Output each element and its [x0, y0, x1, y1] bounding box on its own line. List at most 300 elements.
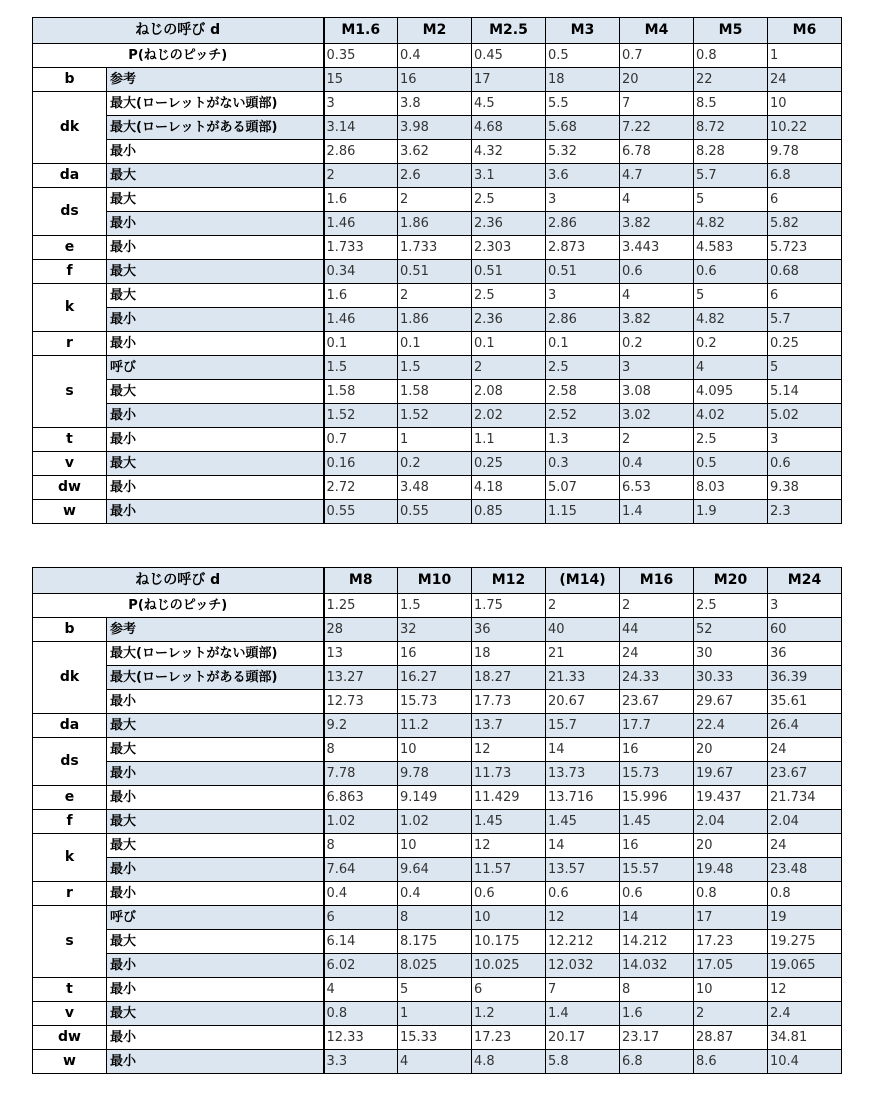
- dimension-symbol: da: [33, 714, 107, 738]
- dimension-value: 1.02: [324, 810, 398, 834]
- dimension-value: 0.6: [768, 452, 842, 476]
- dimension-symbol: s: [33, 906, 107, 978]
- dimension-value: 1.52: [324, 404, 398, 428]
- pitch-value: 2: [620, 594, 694, 618]
- dimension-value: 18.27: [472, 666, 546, 690]
- table-row: [33, 284, 842, 308]
- dimension-value: 0.6: [546, 882, 620, 906]
- dimension-value: 5.8: [546, 1050, 620, 1074]
- dimension-value: 9.78: [398, 762, 472, 786]
- dimension-value: 2.08: [472, 380, 546, 404]
- dimension-value: 10: [472, 906, 546, 930]
- dimension-value: 20: [694, 834, 768, 858]
- dimension-label: 最小: [107, 500, 324, 524]
- size-header: M10: [398, 568, 472, 594]
- dimension-value: 1.9: [694, 500, 768, 524]
- dimension-value: 13.57: [546, 858, 620, 882]
- dimension-value: 2: [694, 1002, 768, 1026]
- table-row: [33, 188, 842, 212]
- dimension-symbol: b: [33, 68, 107, 92]
- dimension-value: 24: [768, 68, 842, 92]
- dimension-symbol: k: [33, 834, 107, 882]
- dimension-value: 1.52: [398, 404, 472, 428]
- dimension-value: 0.4: [398, 882, 472, 906]
- dimension-value: 6: [768, 188, 842, 212]
- pitch-value: 1.5: [398, 594, 472, 618]
- dimension-value: 2.5: [546, 356, 620, 380]
- dimension-value: 19.437: [694, 786, 768, 810]
- dimension-value: 13.27: [324, 666, 398, 690]
- dimension-value: 15.57: [620, 858, 694, 882]
- dimension-value: 9.2: [324, 714, 398, 738]
- dimension-value: 0.6: [620, 882, 694, 906]
- dimension-value: 1.45: [472, 810, 546, 834]
- dimension-label: 最小: [107, 978, 324, 1002]
- dimension-value: 15.996: [620, 786, 694, 810]
- dimension-value: 2.5: [472, 188, 546, 212]
- dimension-value: 14.212: [620, 930, 694, 954]
- dimension-value: 16: [398, 642, 472, 666]
- dimension-value: 1.3: [546, 428, 620, 452]
- dimension-value: 23.67: [620, 690, 694, 714]
- dimension-value: 24: [768, 834, 842, 858]
- dimension-value: 2: [324, 164, 398, 188]
- dimension-value: 7.22: [620, 116, 694, 140]
- dimension-value: 8.03: [694, 476, 768, 500]
- dimension-value: 7.64: [324, 858, 398, 882]
- dimension-value: 5.5: [546, 92, 620, 116]
- dimension-value: 9.64: [398, 858, 472, 882]
- table-row: [33, 906, 842, 930]
- table-row: [33, 858, 842, 882]
- pitch-value: 0.8: [694, 44, 768, 68]
- table-row: [33, 1026, 842, 1050]
- dimension-value: 7.78: [324, 762, 398, 786]
- dimension-value: 5.723: [768, 236, 842, 260]
- size-header: M5: [694, 18, 768, 44]
- dimension-symbol: b: [33, 618, 107, 642]
- dimension-value: 19.275: [768, 930, 842, 954]
- dimension-label: 最大: [107, 810, 324, 834]
- size-header: (M14): [546, 568, 620, 594]
- dimension-value: 18: [472, 642, 546, 666]
- dimension-value: 15.33: [398, 1026, 472, 1050]
- dimension-value: 0.6: [620, 260, 694, 284]
- dimension-value: 12: [472, 738, 546, 762]
- dimension-value: 8.6: [694, 1050, 768, 1074]
- size-header: M3: [546, 18, 620, 44]
- dimension-value: 36: [768, 642, 842, 666]
- dimension-symbol: r: [33, 332, 107, 356]
- dimension-value: 8: [324, 738, 398, 762]
- dimension-value: 13: [324, 642, 398, 666]
- dimension-value: 16.27: [398, 666, 472, 690]
- dimension-value: 0.6: [694, 260, 768, 284]
- size-header: M24: [768, 568, 842, 594]
- dimension-value: 24: [620, 642, 694, 666]
- dimension-value: 0.51: [398, 260, 472, 284]
- dimension-value: 30: [694, 642, 768, 666]
- dimension-value: 6.8: [768, 164, 842, 188]
- dimension-value: 8: [620, 978, 694, 1002]
- dimension-symbol: s: [33, 356, 107, 428]
- dimension-value: 12.212: [546, 930, 620, 954]
- table-row: [33, 618, 842, 642]
- dimension-value: 1.5: [324, 356, 398, 380]
- dimension-symbol: w: [33, 500, 107, 524]
- dimension-value: 6: [472, 978, 546, 1002]
- dimension-symbol: t: [33, 428, 107, 452]
- dimension-value: 2: [620, 428, 694, 452]
- dimension-label: 最大: [107, 714, 324, 738]
- dimension-value: 17: [694, 906, 768, 930]
- dimension-symbol: r: [33, 882, 107, 906]
- dimension-value: 10: [398, 738, 472, 762]
- dimension-label: 最小: [107, 236, 324, 260]
- dimension-symbol: ds: [33, 738, 107, 786]
- dimension-value: 6.53: [620, 476, 694, 500]
- dimension-value: 1.58: [324, 380, 398, 404]
- dimension-value: 22.4: [694, 714, 768, 738]
- dimension-value: 8.175: [398, 930, 472, 954]
- dimension-value: 21.734: [768, 786, 842, 810]
- dimension-value: 17.23: [694, 930, 768, 954]
- dimension-label: 最大: [107, 284, 324, 308]
- table-row: [33, 356, 842, 380]
- dimension-label: 最小: [107, 332, 324, 356]
- dimension-value: 13.73: [546, 762, 620, 786]
- dimension-value: 14.032: [620, 954, 694, 978]
- dimension-value: 6.863: [324, 786, 398, 810]
- header-row: [33, 568, 842, 594]
- dimension-value: 21.33: [546, 666, 620, 690]
- dimension-value: 9.78: [768, 140, 842, 164]
- dimension-value: 5: [768, 356, 842, 380]
- dimension-value: 2.873: [546, 236, 620, 260]
- dimension-value: 0.16: [324, 452, 398, 476]
- table-row: [33, 332, 842, 356]
- dimension-value: 3.02: [620, 404, 694, 428]
- dimension-label: 最大: [107, 834, 324, 858]
- dimension-value: 3.3: [324, 1050, 398, 1074]
- dimension-value: 0.4: [620, 452, 694, 476]
- table-row: [33, 714, 842, 738]
- table-row: [33, 810, 842, 834]
- dimension-value: 5.32: [546, 140, 620, 164]
- dimension-value: 6.8: [620, 1050, 694, 1074]
- dimension-label: 最小: [107, 690, 324, 714]
- dimension-value: 0.1: [398, 332, 472, 356]
- pitch-value: 0.35: [324, 44, 398, 68]
- dimension-symbol: f: [33, 260, 107, 284]
- dimension-value: 28: [324, 618, 398, 642]
- dimension-value: 4.583: [694, 236, 768, 260]
- dimension-value: 15.73: [620, 762, 694, 786]
- header-label: ねじの呼び d: [33, 568, 324, 594]
- dimension-symbol: e: [33, 786, 107, 810]
- dimension-value: 1.4: [620, 500, 694, 524]
- dimension-value: 2.02: [472, 404, 546, 428]
- dimension-value: 3: [324, 92, 398, 116]
- dimension-value: 4.82: [694, 308, 768, 332]
- dimension-label: 最小: [107, 762, 324, 786]
- table-row: [33, 164, 842, 188]
- dimension-value: 20: [620, 68, 694, 92]
- dimension-value: 2.6: [398, 164, 472, 188]
- screw-dimensions-table-1: [32, 17, 842, 524]
- dimension-value: 11.57: [472, 858, 546, 882]
- dimension-value: 36: [472, 618, 546, 642]
- dimension-label: 最小: [107, 212, 324, 236]
- dimension-label: 参考: [107, 618, 324, 642]
- dimension-value: 2.04: [768, 810, 842, 834]
- dimension-value: 14: [546, 738, 620, 762]
- dimension-value: 1.58: [398, 380, 472, 404]
- dimension-value: 17.05: [694, 954, 768, 978]
- dimension-value: 5.02: [768, 404, 842, 428]
- table-row: [33, 452, 842, 476]
- dimension-value: 12: [472, 834, 546, 858]
- dimension-value: 15: [324, 68, 398, 92]
- dimension-value: 0.85: [472, 500, 546, 524]
- dimension-value: 19.48: [694, 858, 768, 882]
- dimension-label: 呼び: [107, 906, 324, 930]
- header-row: [33, 18, 842, 44]
- dimension-value: 2.36: [472, 308, 546, 332]
- dimension-value: 3.08: [620, 380, 694, 404]
- dimension-value: 2.5: [472, 284, 546, 308]
- dimension-label: 最小: [107, 882, 324, 906]
- dimension-value: 4.8: [472, 1050, 546, 1074]
- dimension-value: 0.2: [398, 452, 472, 476]
- pitch-value: 2.5: [694, 594, 768, 618]
- table-row: [33, 690, 842, 714]
- dimension-value: 5.14: [768, 380, 842, 404]
- table-row: [33, 68, 842, 92]
- dimension-value: 0.25: [472, 452, 546, 476]
- dimension-value: 1: [398, 428, 472, 452]
- dimension-value: 30.33: [694, 666, 768, 690]
- size-header: M4: [620, 18, 694, 44]
- dimension-value: 9.38: [768, 476, 842, 500]
- dimension-label: 最小: [107, 954, 324, 978]
- dimension-value: 16: [620, 738, 694, 762]
- table-row: [33, 954, 842, 978]
- dimension-value: 24.33: [620, 666, 694, 690]
- dimension-value: 32: [398, 618, 472, 642]
- table-row: [33, 666, 842, 690]
- dimension-value: 6: [768, 284, 842, 308]
- dimension-value: 4: [620, 284, 694, 308]
- dimension-value: 1.733: [398, 236, 472, 260]
- dimension-value: 3.443: [620, 236, 694, 260]
- pitch-row: [33, 44, 842, 68]
- dimension-value: 5.82: [768, 212, 842, 236]
- dimension-label: 最小: [107, 308, 324, 332]
- table-row: [33, 882, 842, 906]
- table-row: [33, 308, 842, 332]
- dimension-symbol: dk: [33, 642, 107, 714]
- size-header: M2.5: [472, 18, 546, 44]
- dimension-value: 2: [398, 284, 472, 308]
- size-header: M8: [324, 568, 398, 594]
- dimension-value: 10.22: [768, 116, 842, 140]
- dimension-value: 0.8: [768, 882, 842, 906]
- dimension-value: 16: [398, 68, 472, 92]
- dimension-value: 17.73: [472, 690, 546, 714]
- dimension-value: 24: [768, 738, 842, 762]
- dimension-symbol: t: [33, 978, 107, 1002]
- dimension-value: 6.14: [324, 930, 398, 954]
- dimension-value: 0.2: [694, 332, 768, 356]
- dimension-value: 19: [768, 906, 842, 930]
- dimension-value: 1.46: [324, 308, 398, 332]
- dimension-value: 2.303: [472, 236, 546, 260]
- dimension-value: 2.36: [472, 212, 546, 236]
- dimension-value: 52: [694, 618, 768, 642]
- dimension-value: 0.1: [546, 332, 620, 356]
- dimension-value: 0.2: [620, 332, 694, 356]
- dimension-value: 6: [324, 906, 398, 930]
- dimension-value: 21: [546, 642, 620, 666]
- dimension-value: 3: [546, 188, 620, 212]
- dimension-value: 8.5: [694, 92, 768, 116]
- size-header: M6: [768, 18, 842, 44]
- dimension-label: 最小: [107, 786, 324, 810]
- table-row: [33, 500, 842, 524]
- dimension-value: 2.72: [324, 476, 398, 500]
- table-row: [33, 476, 842, 500]
- dimension-value: 23.48: [768, 858, 842, 882]
- dimension-symbol: ds: [33, 188, 107, 236]
- dimension-value: 3: [546, 284, 620, 308]
- dimension-value: 0.55: [398, 500, 472, 524]
- dimension-label: 最小: [107, 428, 324, 452]
- dimension-value: 5: [694, 284, 768, 308]
- dimension-value: 5: [694, 188, 768, 212]
- dimension-value: 8: [324, 834, 398, 858]
- dimension-value: 4: [620, 188, 694, 212]
- dimension-label: 最大(ローレットがある頭部): [107, 666, 324, 690]
- table-row: [33, 738, 842, 762]
- dimension-label: 最大: [107, 738, 324, 762]
- dimension-label: 最小: [107, 476, 324, 500]
- screw-dimensions-table-2: [32, 567, 842, 1074]
- table-row: [33, 260, 842, 284]
- dimension-value: 10: [398, 834, 472, 858]
- dimension-value: 0.25: [768, 332, 842, 356]
- dimension-value: 4.68: [472, 116, 546, 140]
- size-header: M20: [694, 568, 768, 594]
- table-row: [33, 428, 842, 452]
- dimension-value: 0.51: [546, 260, 620, 284]
- dimension-symbol: dw: [33, 476, 107, 500]
- dimension-value: 1.6: [324, 188, 398, 212]
- dimension-symbol: e: [33, 236, 107, 260]
- dimension-value: 8.28: [694, 140, 768, 164]
- dimension-value: 4: [324, 978, 398, 1002]
- dimension-value: 11.73: [472, 762, 546, 786]
- dimension-value: 2: [398, 188, 472, 212]
- pitch-value: 1: [768, 44, 842, 68]
- dimension-value: 5.07: [546, 476, 620, 500]
- dimension-value: 0.51: [472, 260, 546, 284]
- dimension-value: 1.02: [398, 810, 472, 834]
- dimension-value: 15.7: [546, 714, 620, 738]
- dimension-value: 17.7: [620, 714, 694, 738]
- dimension-symbol: da: [33, 164, 107, 188]
- dimension-symbol: v: [33, 1002, 107, 1026]
- dimension-value: 4.02: [694, 404, 768, 428]
- header-label: ねじの呼び d: [33, 18, 324, 44]
- dimension-label: 最大: [107, 930, 324, 954]
- dimension-value: 7: [546, 978, 620, 1002]
- dimension-value: 12.032: [546, 954, 620, 978]
- pitch-row: [33, 594, 842, 618]
- dimension-value: 11.2: [398, 714, 472, 738]
- dimension-value: 10.175: [472, 930, 546, 954]
- dimension-label: 最大(ローレットがある頭部): [107, 116, 324, 140]
- pitch-label: P(ねじのピッチ): [33, 594, 324, 618]
- dimension-value: 4: [694, 356, 768, 380]
- dimension-value: 0.68: [768, 260, 842, 284]
- size-header: M12: [472, 568, 546, 594]
- dimension-symbol: f: [33, 810, 107, 834]
- pitch-value: 0.45: [472, 44, 546, 68]
- dimension-label: 最小: [107, 140, 324, 164]
- dimension-value: 13.7: [472, 714, 546, 738]
- dimension-value: 2.5: [694, 428, 768, 452]
- table-row: [33, 1050, 842, 1074]
- dimension-symbol: k: [33, 284, 107, 332]
- dimension-value: 1.86: [398, 212, 472, 236]
- dimension-value: 20: [694, 738, 768, 762]
- table-row: [33, 1002, 842, 1026]
- dimension-value: 1.4: [546, 1002, 620, 1026]
- dimension-value: 20.17: [546, 1026, 620, 1050]
- dimension-value: 0.4: [324, 882, 398, 906]
- table-row: [33, 834, 842, 858]
- table-row: [33, 116, 842, 140]
- dimension-value: 1.6: [620, 1002, 694, 1026]
- table-row: [33, 140, 842, 164]
- dimension-value: 6.78: [620, 140, 694, 164]
- dimension-symbol: v: [33, 452, 107, 476]
- dimension-label: 最大(ローレットがない頭部): [107, 92, 324, 116]
- dimension-value: 28.87: [694, 1026, 768, 1050]
- dimension-value: 23.67: [768, 762, 842, 786]
- dimension-label: 最大: [107, 1002, 324, 1026]
- dimension-value: 4.7: [620, 164, 694, 188]
- dimension-symbol: dw: [33, 1026, 107, 1050]
- table-row: [33, 92, 842, 116]
- dimension-value: 10: [694, 978, 768, 1002]
- pitch-label: P(ねじのピッチ): [33, 44, 324, 68]
- pitch-value: 1.75: [472, 594, 546, 618]
- dimension-value: 1.1: [472, 428, 546, 452]
- dimension-value: 12: [768, 978, 842, 1002]
- dimension-value: 40: [546, 618, 620, 642]
- table-row: [33, 762, 842, 786]
- dimension-value: 1.45: [546, 810, 620, 834]
- pitch-value: 0.4: [398, 44, 472, 68]
- table-row: [33, 642, 842, 666]
- dimension-value: 3.98: [398, 116, 472, 140]
- pitch-value: 0.5: [546, 44, 620, 68]
- table-row: [33, 930, 842, 954]
- dimension-value: 0.6: [472, 882, 546, 906]
- size-header: M1.6: [324, 18, 398, 44]
